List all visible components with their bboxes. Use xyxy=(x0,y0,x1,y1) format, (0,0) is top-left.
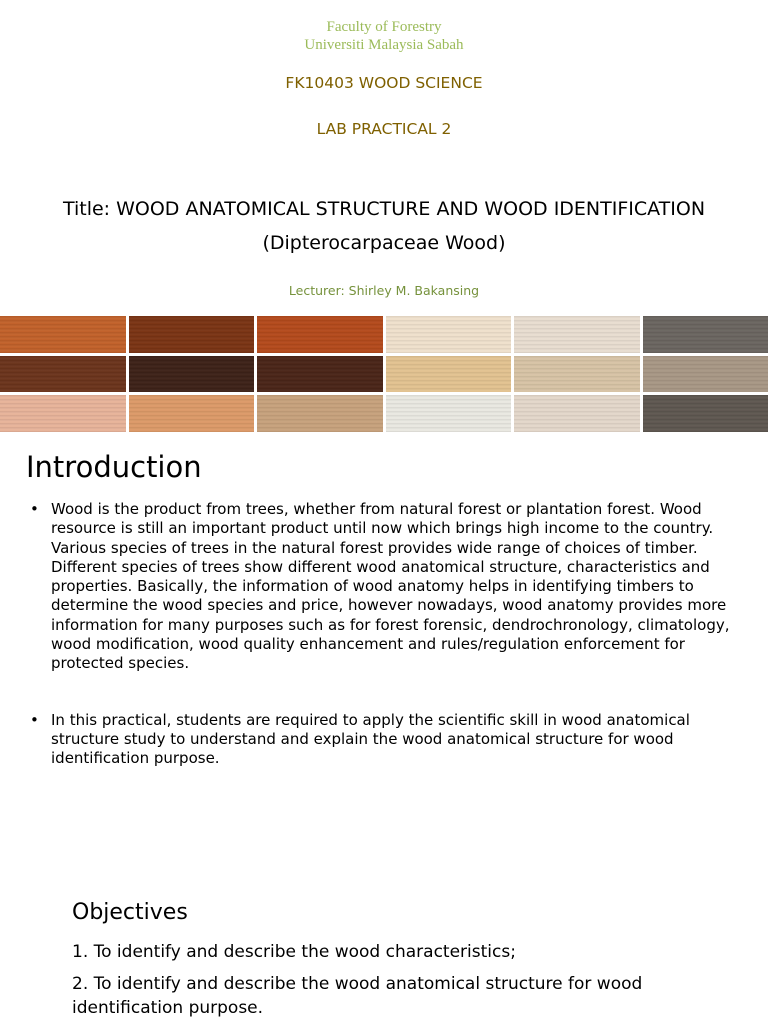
title-line-1: Title: WOOD ANATOMICAL STRUCTURE AND WOOD IDENTIFICATION xyxy=(0,192,768,226)
title-line-2: (Dipterocarpaceae Wood) xyxy=(0,226,768,260)
wood-swatch xyxy=(514,316,640,353)
lecturer-name: Lecturer: Shirley M. Bakansing xyxy=(0,283,768,298)
wood-swatch xyxy=(386,316,512,353)
wood-swatch xyxy=(257,356,383,393)
intro-bullet: • Wood is the product from trees, whether from natural forest or plantation forest. Wood resource is still an important product until now which brings high income to the country. Various species of trees in the natural forest provides wide range of choices of timber. Different species of trees show different wood anatomical structure, characteristics and properties. Basically, the information of wood anatomy helps in identifying timbers to determine the wood species and price, however nowadays, wood anatomy provides more information for many purposes such as for forest forensic, dendrochronology, climatology, wood modification, wood quality enhancement and rules/regulation enforcement for protected species. xyxy=(30,500,740,674)
wood-swatch xyxy=(514,356,640,393)
course-code: FK10403 WOOD SCIENCE xyxy=(0,74,768,92)
objectives-list xyxy=(72,940,712,1028)
objectives-heading: Objectives xyxy=(72,900,188,925)
document-title xyxy=(0,192,768,260)
wood-swatch xyxy=(643,356,768,393)
wood-swatch xyxy=(257,316,383,353)
wood-swatch xyxy=(129,316,255,353)
introduction-bullets xyxy=(30,500,740,806)
wood-swatch xyxy=(643,395,768,432)
wood-swatch xyxy=(643,316,768,353)
wood-swatch xyxy=(129,395,255,432)
wood-swatch xyxy=(386,356,512,393)
intro-bullet: • In this practical, students are required to apply the scientific skill in wood anatomical structure study to understand and explain the wood anatomical structure for wood identification purpose. xyxy=(30,711,740,769)
wood-swatch xyxy=(386,395,512,432)
wood-swatch-grid xyxy=(0,316,768,432)
faculty-header xyxy=(0,18,768,54)
wood-swatch xyxy=(0,356,126,393)
objective-item: 2. To identify and describe the wood anatomical structure for wood identification purpose. xyxy=(72,972,712,1020)
objective-item: 1. To identify and describe the wood characteristics; xyxy=(72,940,712,964)
wood-swatch xyxy=(0,395,126,432)
wood-swatch xyxy=(0,316,126,353)
faculty-name: Faculty of Forestry xyxy=(0,18,768,36)
practical-label: LAB PRACTICAL 2 xyxy=(0,120,768,138)
wood-swatch xyxy=(129,356,255,393)
wood-swatch xyxy=(514,395,640,432)
wood-swatch xyxy=(257,395,383,432)
introduction-heading: Introduction xyxy=(26,450,202,484)
university-name: Universiti Malaysia Sabah xyxy=(0,36,768,54)
